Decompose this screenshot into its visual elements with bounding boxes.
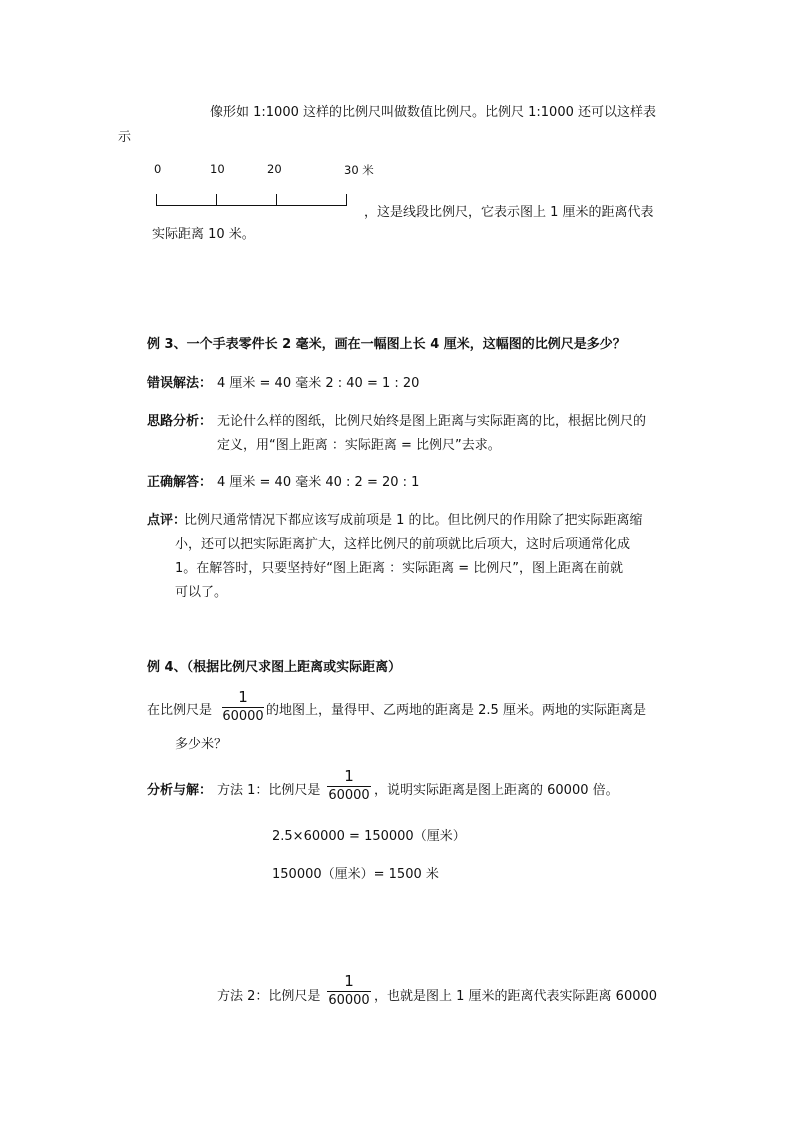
scale-tick-label-0: 0 xyxy=(154,162,162,176)
analysis-line-1: 无论什么样的图纸，比例尺始终是图上距离与实际距离的比，根据比例尺的 xyxy=(217,414,647,429)
scale-tick-10 xyxy=(216,194,217,206)
correct-solution-label: 正确解答： xyxy=(147,475,213,490)
fraction-denominator: 60000 xyxy=(328,993,370,1008)
scale-description-2: 实际距离 10 米。 xyxy=(152,227,255,242)
scale-fraction-2 xyxy=(327,767,371,804)
fraction-numerator: 1 xyxy=(344,767,354,785)
scale-tick-0 xyxy=(156,194,157,206)
scale-fraction-1 xyxy=(222,688,264,725)
fraction-bar xyxy=(327,786,371,787)
intro-line-2: 示 xyxy=(118,130,132,145)
scale-fraction-3 xyxy=(327,972,371,1009)
fraction-numerator: 1 xyxy=(238,688,248,706)
scale-tick-label-30: 30 米 xyxy=(344,163,374,177)
problem-text-line-2: 多少米？ xyxy=(175,737,228,752)
wrong-solution-label: 错误解法： xyxy=(147,376,213,391)
example-4-title: 例 4、（根据比例尺求图上距离或实际距离） xyxy=(147,660,402,675)
scale-tick-label-20: 20 xyxy=(267,162,282,176)
fraction-denominator: 60000 xyxy=(328,788,370,803)
comment-line-4: 可以了。 xyxy=(175,585,228,600)
fraction-numerator: 1 xyxy=(344,972,354,990)
scale-description-1: ，这是线段比例尺，它表示图上 1 厘米的距离代表 xyxy=(364,205,654,220)
scale-tick-30 xyxy=(346,194,347,206)
fraction-denominator: 60000 xyxy=(222,709,264,724)
correct-solution-text: 4 厘米 = 40 毫米 40 : 2 = 20 : 1 xyxy=(217,475,420,490)
scale-baseline xyxy=(156,205,346,206)
fraction-bar xyxy=(327,991,371,992)
wrong-solution-text: 4 厘米 = 40 毫米 2 : 40 = 1 : 20 xyxy=(217,376,420,391)
problem-text-post: 的地图上，量得甲、乙两地的距离是 2.5 厘米。两地的实际距离是 xyxy=(266,703,646,718)
comment-line-1: 比例尺通常情况下都应该写成前项是 1 的比。但比例尺的作用除了把实际距离缩 xyxy=(184,513,643,528)
comment-label: 点评： xyxy=(147,513,187,528)
method-2-post: ，也就是图上 1 厘米的距离代表实际距离 60000 xyxy=(374,989,658,1004)
method-2-pre: 方法 2：比例尺是 xyxy=(217,989,321,1004)
comment-line-2: 小，还可以把实际距离扩大，这样比例尺的前项就比后项大，这时后项通常化成 xyxy=(175,537,631,552)
calculation-2: 150000（厘米）= 1500 米 xyxy=(272,867,439,882)
method-1-pre: 方法 1：比例尺是 xyxy=(217,783,321,798)
scale-tick-label-10: 10 xyxy=(210,162,225,176)
analysis-line-2: 定义，用“图上距离 ：实际距离 = 比例尺”去求。 xyxy=(217,438,501,453)
method-1-post: ，说明实际距离是图上距离的 60000 倍。 xyxy=(374,783,619,798)
analysis-solution-label: 分析与解： xyxy=(147,783,213,798)
analysis-label: 思路分析： xyxy=(147,414,213,429)
example-3-title: 例 3、一个手表零件长 2 毫米，画在一幅图上长 4 厘米，这幅图的比例尺是多少？ xyxy=(147,337,626,352)
problem-text-pre: 在比例尺是 xyxy=(147,703,213,718)
scale-tick-20 xyxy=(276,194,277,206)
intro-line-1: 像形如 1:1000 这样的比例尺叫做数值比例尺。比例尺 1:1000 还可以这样表 xyxy=(210,105,656,120)
fraction-bar xyxy=(222,707,264,708)
comment-line-3: 1。在解答时，只要坚持好“图上距离 ：实际距离 = 比例尺”，图上距离在前就 xyxy=(175,561,624,576)
calculation-1: 2.5×60000 = 150000（厘米） xyxy=(272,829,466,844)
